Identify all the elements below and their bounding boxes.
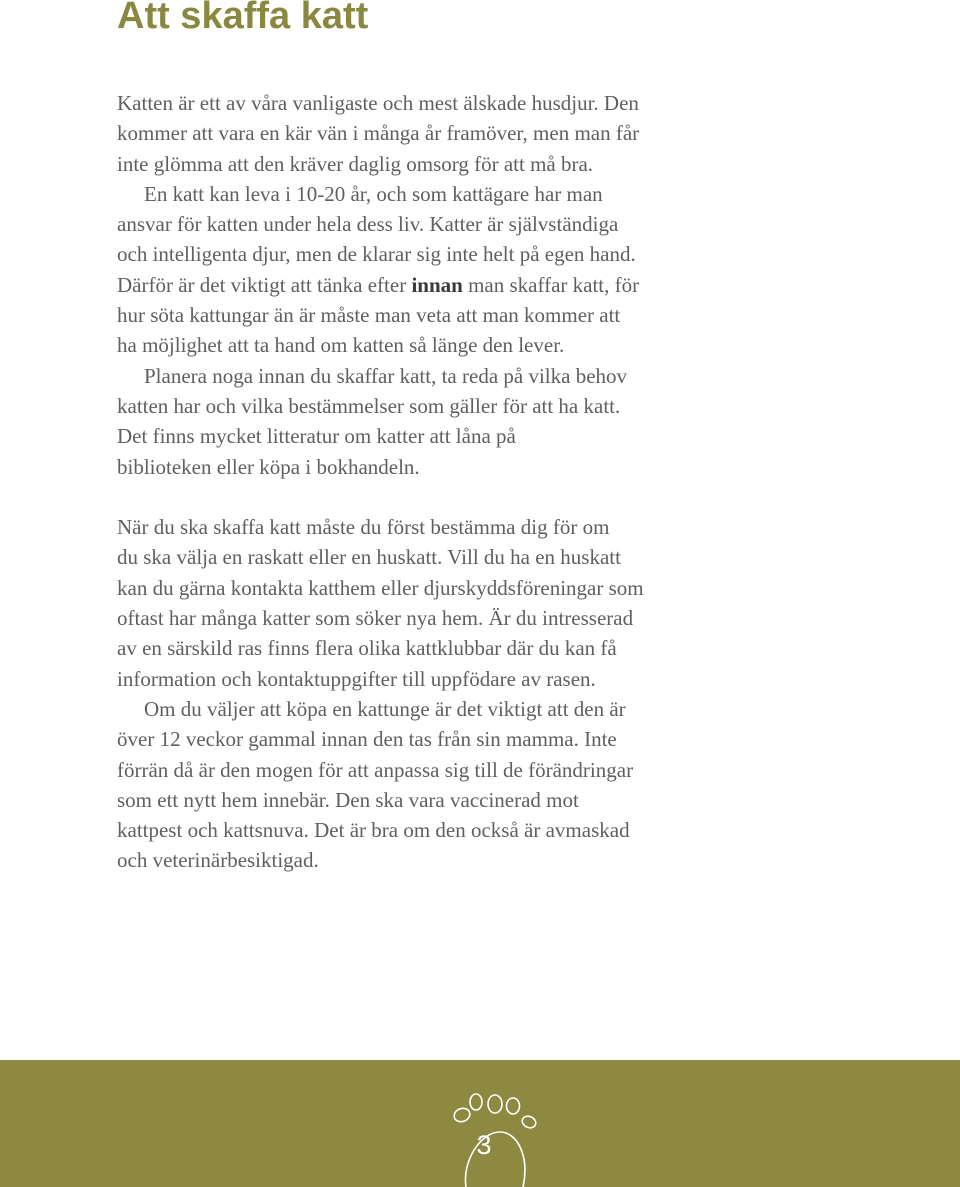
text-line: ha möjlighet att ta hand om katten så länge den lever.	[117, 333, 565, 358]
page-title: Att skaffa katt	[117, 0, 369, 37]
text-line: och intelligenta djur, men de klarar sig inte helt på egen hand.	[117, 242, 636, 267]
text-line: En katt kan leva i 10-20 år, och som kattägare har man	[144, 181, 603, 206]
text-line: ansvar för katten under hela dess liv. Katter är självständiga	[117, 212, 619, 237]
text-line: inte glömma att den kräver daglig omsorg för att må bra.	[117, 151, 594, 176]
page-number: 3	[476, 1130, 492, 1160]
text-line: Katten är ett av våra vanligaste och mest älskade husdjur. Den	[117, 91, 639, 115]
text-line: över 12 veckor gammal innan den tas från sin mamma. Inte	[117, 727, 617, 752]
text-line-with-emphasis	[117, 270, 757, 300]
text-line: du ska välja en raskatt eller en huskatt. Vill du ha en huskatt	[117, 545, 621, 570]
body-text	[117, 88, 757, 876]
text-line: kattpest och kattsnuva. Det är bra om den också är avmaskad	[117, 818, 630, 843]
text-line: oftast har många katter som söker nya hem. Är du intresserad	[117, 606, 634, 631]
text-line: Om du väljer att köpa en kattunge är det viktigt att den är	[144, 696, 626, 721]
text-line: biblioteken eller köpa i bokhandeln.	[117, 454, 420, 479]
text-line: information och kontaktuppgifter till uppfödare av rasen.	[117, 666, 596, 691]
text-segment: Därför är det viktigt att tänka efter	[117, 272, 412, 297]
text-line: som ett nytt hem innebär. Den ska vara vaccinerad mot	[117, 787, 579, 812]
section-2	[117, 512, 757, 876]
section-1	[117, 88, 757, 482]
text-line: När du ska skaffa katt måste du först bestämma dig för om	[117, 515, 610, 540]
text-line: katten har och vilka bestämmelser som gäller för att ha katt.	[117, 393, 621, 418]
emphasized-word: innan	[411, 272, 463, 297]
text-line: Det finns mycket litteratur om katter att låna på	[117, 424, 516, 449]
text-line: kan du gärna kontakta katthem eller djurskyddsföreningar som	[117, 575, 644, 600]
text-line: förrän då är den mogen för att anpassa sig till de förändringar	[117, 757, 634, 782]
text-line: hur söta kattungar än är måste man veta att man kommer att	[117, 303, 621, 328]
paragraph-gap	[117, 482, 757, 512]
text-line: kommer att vara en kär vän i många år framöver, men man får	[117, 121, 640, 146]
text-line: Planera noga innan du skaffar katt, ta reda på vilka behov	[144, 363, 628, 388]
text-segment: man skaffar katt, för	[462, 272, 640, 297]
text-line: av en särskild ras finns flera olika kattklubbar där du kan få	[117, 636, 617, 661]
text-line: och veterinärbesiktigad.	[117, 848, 319, 873]
